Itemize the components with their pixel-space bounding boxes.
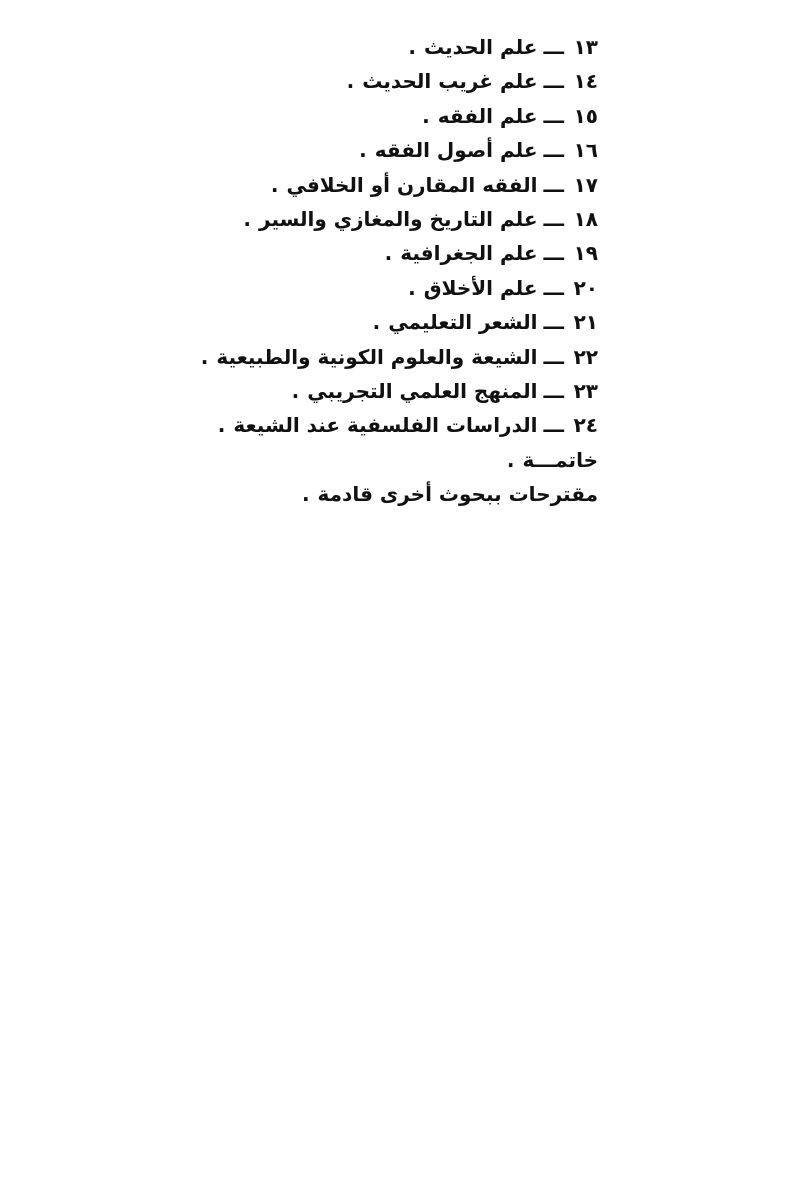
entry-dash: ـــ	[543, 206, 564, 231]
table-of-contents	[38, 30, 598, 511]
entry-dash: ـــ	[543, 344, 564, 369]
entry-dash: ـــ	[543, 172, 564, 197]
entry-title: مقترحات ببحوث أخرى قادمة	[317, 482, 598, 507]
toc-entry-conclusion	[38, 443, 598, 477]
entry-number: ٢١	[573, 310, 598, 335]
entry-number: ١٩	[573, 241, 598, 266]
entry-number: ١٤	[573, 69, 598, 94]
entry-dash: ـــ	[543, 241, 564, 266]
entry-period: .	[291, 378, 300, 403]
entry-number: ٢٤	[573, 413, 598, 438]
entry-number: ١٣	[573, 35, 598, 59]
entry-number: ١٧	[573, 172, 598, 197]
entry-period: .	[422, 103, 430, 128]
entry-period: .	[243, 206, 251, 231]
toc-entry-20	[38, 271, 598, 305]
entry-title: الشيعة والعلوم الكونية والطبيعية	[216, 344, 538, 369]
toc-entry-16	[38, 133, 598, 167]
entry-dash: ـــ	[543, 310, 564, 335]
entry-number: ٢٠	[573, 275, 598, 300]
entry-title: الفقه المقارن أو الخلافي	[286, 172, 538, 197]
entry-number: ٢٢	[573, 344, 598, 369]
toc-entry-21	[38, 305, 598, 339]
entry-title: علم الجغرافية	[400, 241, 538, 266]
entry-period: .	[408, 35, 416, 59]
toc-entry-23	[38, 374, 598, 408]
toc-entry-18	[38, 202, 598, 236]
entry-number: ١٥	[573, 103, 598, 128]
entry-title: خاتمـــة	[522, 447, 598, 472]
entry-dash: ـــ	[543, 69, 564, 94]
toc-entry-17	[38, 168, 598, 202]
entry-number: ١٦	[573, 138, 598, 163]
entry-dash: ـــ	[543, 378, 564, 403]
entry-dash: ـــ	[543, 275, 564, 300]
toc-entry-13	[38, 30, 598, 64]
entry-dash: ـــ	[543, 103, 564, 128]
entry-dash: ـــ	[543, 138, 564, 163]
entry-title: الشعر التعليمي	[388, 310, 538, 335]
entry-title: علم أصول الفقه	[374, 138, 538, 163]
toc-entry-14	[38, 64, 598, 98]
entry-number: ٢٣	[573, 378, 598, 403]
entry-period: .	[408, 275, 416, 300]
entry-period: .	[346, 69, 355, 94]
entry-period: .	[384, 241, 393, 266]
toc-entry-22	[38, 340, 598, 374]
toc-entry-19	[38, 236, 598, 270]
entry-title: علم غريب الحديث	[362, 69, 538, 94]
entry-period: .	[359, 138, 367, 163]
entry-title: علم الحديث	[423, 35, 538, 59]
entry-dash: ـــ	[543, 413, 564, 438]
toc-entry-suggestions	[38, 477, 598, 511]
entry-dash: ـــ	[543, 35, 564, 59]
toc-entry-15	[38, 99, 598, 133]
entry-title: المنهج العلمي التجريبي	[307, 378, 538, 403]
entry-period: .	[506, 447, 515, 472]
entry-period: .	[301, 482, 310, 507]
entry-title: علم الفقه	[437, 103, 538, 128]
entry-number: ١٨	[573, 206, 598, 231]
entry-period: .	[217, 413, 226, 438]
entry-title: علم الأخلاق	[423, 275, 538, 300]
entry-period: .	[270, 172, 279, 197]
toc-entry-24	[38, 408, 598, 442]
entry-title: علم التاريخ والمغازي والسير	[259, 206, 538, 231]
entry-title: الدراسات الفلسفية عند الشيعة	[233, 413, 538, 438]
entry-period: .	[372, 310, 381, 335]
entry-period: .	[200, 344, 209, 369]
